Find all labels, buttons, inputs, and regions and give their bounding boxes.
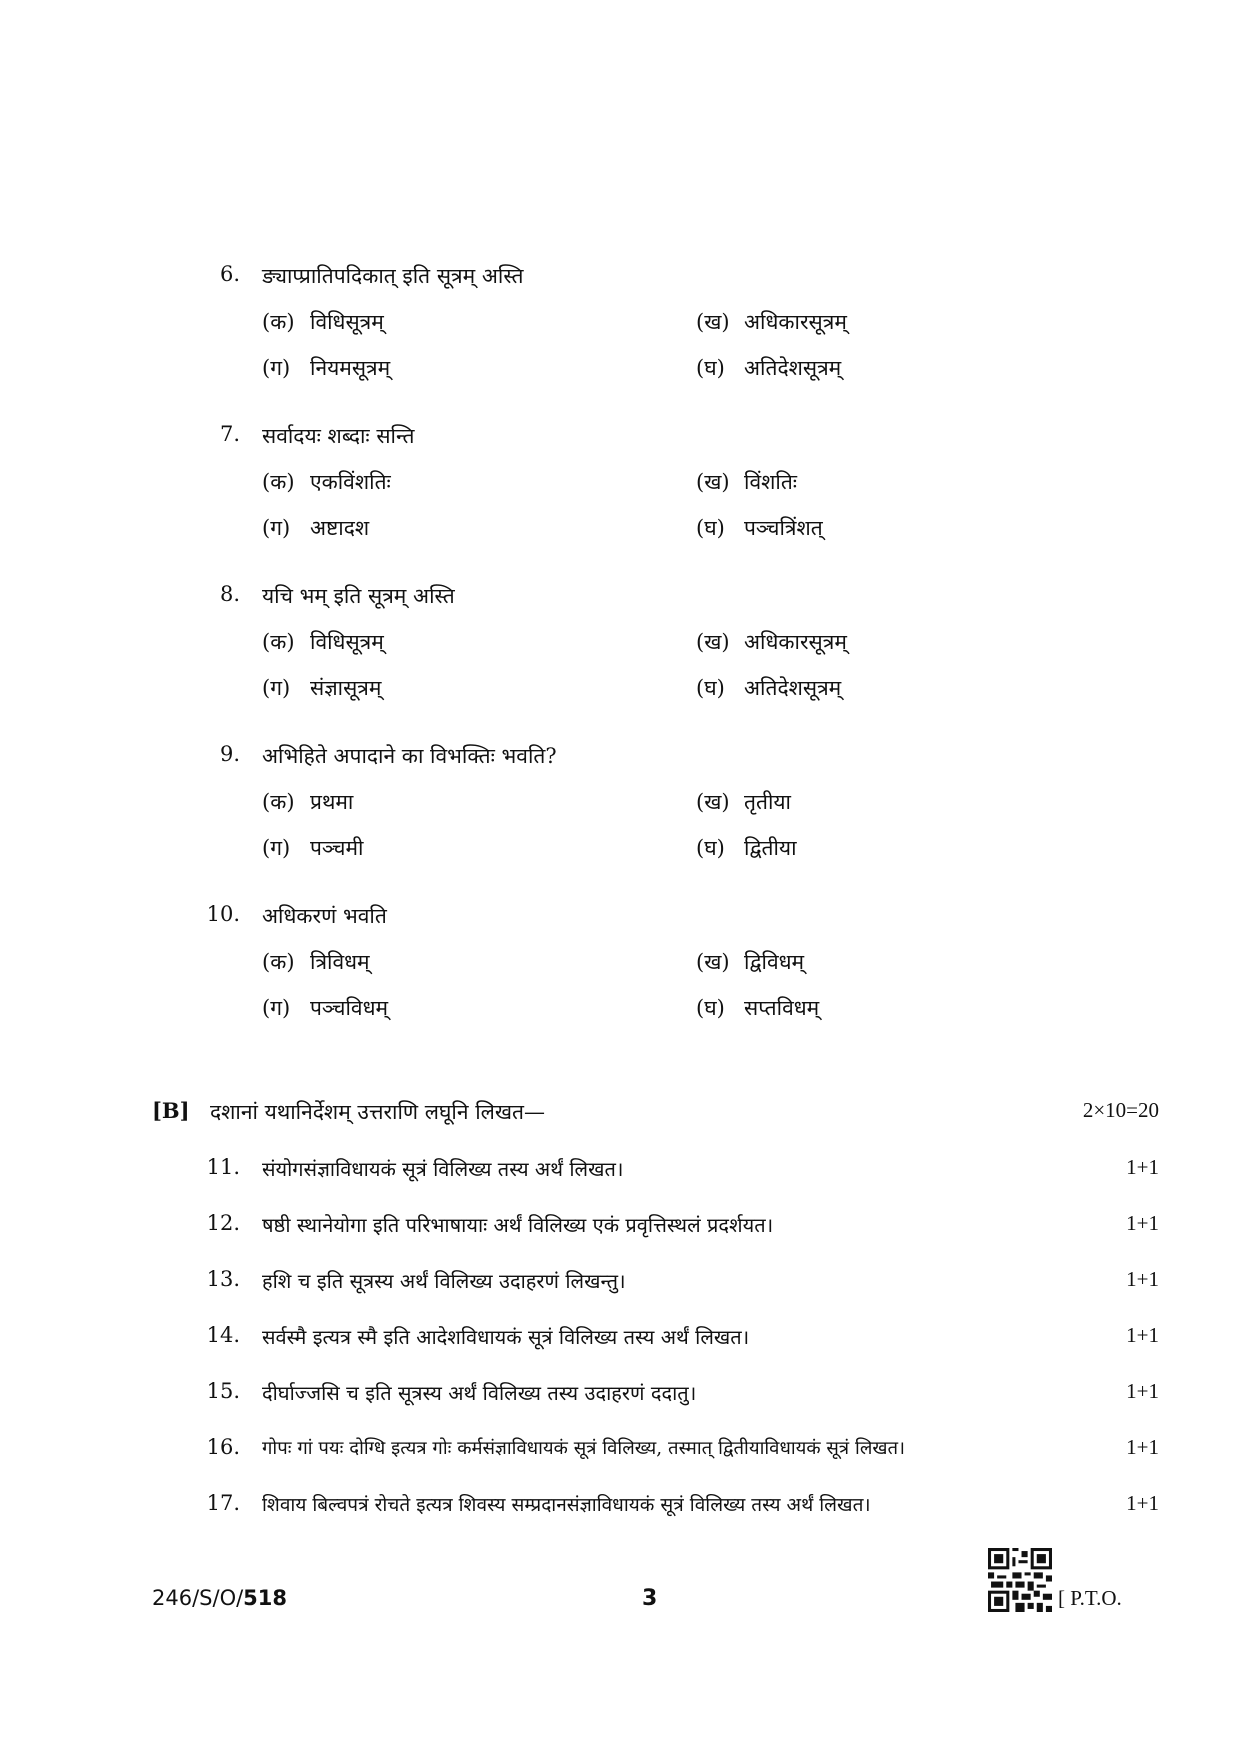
question-marks: 1+1: [1126, 1211, 1159, 1235]
question-text: अधिकरणं भवति: [262, 904, 387, 928]
option-kha: (ख) तृतीया: [696, 790, 791, 814]
option-gha: (घ) सप्तविधम्: [696, 996, 820, 1020]
question-text: अभिहिते अपादाने का विभक्तिः भवति?: [262, 744, 557, 768]
question-text: संयोगसंज्ञाविधायकं सूत्रं विलिख्य तस्य अर्थं लिखत।: [262, 1157, 624, 1181]
question-text: सर्वस्मै इत्यत्र स्मै इति आदेशविधायकं सूत्रं विलिख्य तस्य अर्थं लिखत।: [262, 1325, 750, 1349]
question-16: [0, 1435, 1241, 1465]
qr-code-icon: [988, 1548, 1052, 1612]
question-number: 11.: [206, 1155, 240, 1179]
question-text: ङ्याप्प्रातिपदिकात् इति सूत्रम् अस्ति: [262, 264, 524, 288]
option-ga: (ग) संज्ञासूत्रम्: [262, 676, 382, 700]
option-kha: (ख) अधिकारसूत्रम्: [696, 310, 847, 334]
question-text: शिवाय बिल्वपत्रं रोचते इत्यत्र शिवस्य सम्प्रदानसंज्ञाविधायकं सूत्रं विलिख्य तस्य अर्थं लिखत।: [262, 1494, 871, 1516]
question-15: [0, 1379, 1241, 1409]
option-ga: (ग) पञ्चविधम्: [262, 996, 389, 1020]
option-ka: (क) त्रिविधम्: [262, 950, 370, 974]
question-marks: 1+1: [1126, 1435, 1159, 1459]
question-number: 14.: [206, 1323, 240, 1347]
option-ga: (ग) नियमसूत्रम्: [262, 356, 391, 380]
question-number: 9.: [219, 742, 240, 766]
option-ga: (ग) अष्टादश: [262, 516, 370, 540]
question-text: सर्वादयः शब्दाः सन्ति: [262, 424, 415, 448]
option-kha: (ख) विंशतिः: [696, 470, 798, 494]
option-ka: (क) विधिसूत्रम्: [262, 310, 384, 334]
pto-label: [ P.T.O.: [1058, 1586, 1122, 1610]
question-number: 13.: [206, 1267, 240, 1291]
option-ka: (क) एकविंशतिः: [262, 470, 391, 494]
question-text: दीर्घाज्जसि च इति सूत्रस्य अर्थं विलिख्य तस्य उदाहरणं ददातु।: [262, 1381, 697, 1405]
question-text: यचि भम् इति सूत्रम् अस्ति: [262, 584, 455, 608]
question-14: [0, 1323, 1241, 1353]
question-number: 17.: [206, 1491, 240, 1515]
option-ka: (क) विधिसूत्रम्: [262, 630, 384, 654]
question-marks: 1+1: [1126, 1155, 1159, 1179]
question-17: [0, 1491, 1241, 1521]
option-gha: (घ) अतिदेशसूत्रम्: [696, 676, 842, 700]
question-text: गोपः गां पयः दोग्धि इत्यत्र गोः कर्मसंज्ञाविधायकं सूत्रं विलिख्य, तस्मात् द्वितीयाविधायकं सूत्रं लिखत।: [262, 1438, 906, 1459]
question-number: 6.: [219, 262, 240, 286]
question-text: हशि च इति सूत्रस्य अर्थं विलिख्य उदाहरणं लिखन्तु।: [262, 1269, 626, 1293]
option-gha: (घ) पञ्चत्रिंशत्: [696, 516, 823, 540]
page-footer: [0, 1586, 1241, 1626]
question-marks: 1+1: [1126, 1379, 1159, 1403]
option-kha: (ख) द्विविधम्: [696, 950, 805, 974]
section-marks: 2×10=20: [1082, 1098, 1159, 1122]
option-ga: (ग) पञ्चमी: [262, 836, 364, 860]
option-gha: (घ) द्वितीया: [696, 836, 797, 860]
option-kha: (ख) अधिकारसूत्रम्: [696, 630, 847, 654]
question-marks: 1+1: [1126, 1491, 1159, 1515]
question-number: 12.: [206, 1211, 240, 1235]
question-marks: 1+1: [1126, 1323, 1159, 1347]
question-number: 10.: [206, 902, 240, 926]
question-number: 16.: [206, 1435, 240, 1459]
section-label: [B]: [152, 1098, 190, 1123]
question-11: [0, 1155, 1241, 1185]
question-13: [0, 1267, 1241, 1297]
question-number: 7.: [219, 422, 240, 446]
option-gha: (घ) अतिदेशसूत्रम्: [696, 356, 842, 380]
option-ka: (क) प्रथमा: [262, 790, 354, 814]
question-text: षष्ठी स्थानेयोगा इति परिभाषायाः अर्थं विलिख्य एकं प्रवृत्तिस्थलं प्रदर्शयत।: [262, 1213, 774, 1237]
question-number: 8.: [219, 582, 240, 606]
question-marks: 1+1: [1126, 1267, 1159, 1291]
paper-code: 246/S/O/518: [152, 1586, 288, 1610]
question-number: 15.: [206, 1379, 240, 1403]
section-instruction: दशानां यथानिर्देशम् उत्तराणि लघूनि लिखत—: [210, 1100, 546, 1124]
page-number: 3: [642, 1586, 658, 1611]
question-12: [0, 1211, 1241, 1241]
